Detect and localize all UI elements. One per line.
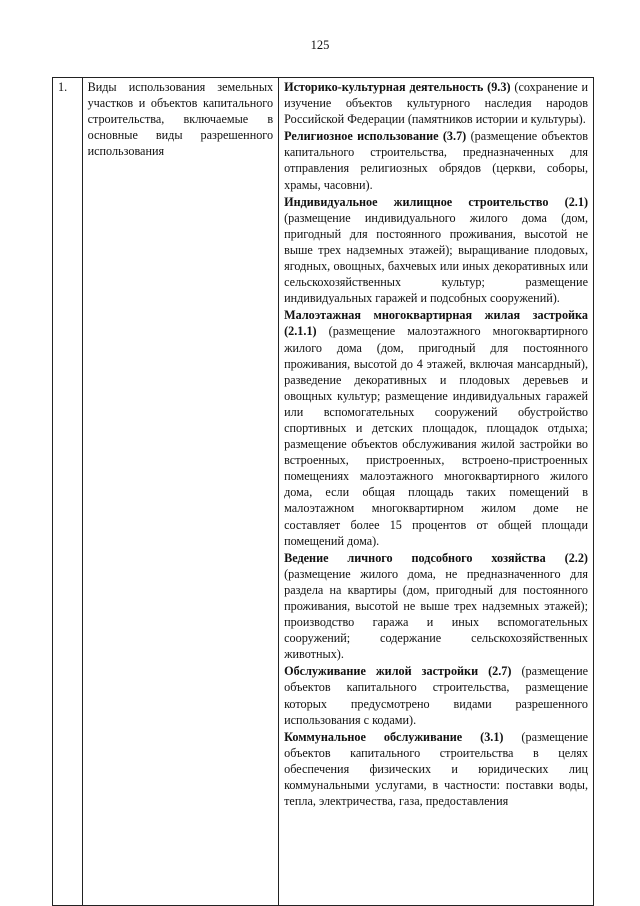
usage-type-code: (3.7) <box>442 129 467 144</box>
list-item <box>284 79 588 127</box>
usage-type-code: (3.1) <box>480 729 504 744</box>
usage-type-description: (сохранение и изучение объектов культурного наследия народов Российской Федерации (памятников истории и культуры). <box>284 80 589 127</box>
usage-type-code: (2.1) <box>564 194 589 209</box>
usage-type-title: Индивидуальное жилищное строительство <box>284 194 549 209</box>
usage-type-title: Малоэтажная многоквартирная жилая застройка <box>284 308 588 323</box>
subject-cell <box>82 78 279 906</box>
usage-type-description: (размещение объектов капитального строительства, предназначенных для отправления религиозных обрядов (церкви, соборы, храмы, часовни). <box>284 129 588 192</box>
usage-type-description: (размещение малоэтажного многоквартирного жилого дома (дом, пригодный для постоянного проживания, высотой до 4 этажей, включая мансардный), разведение декоративных и плодовых деревьев и овощных культур; размещение индивидуальных гаражей или вспомогательных сооружений обустройство спортивных и детских площадок, площадок отдыха; размещение объектов обслуживания жилой застройки во встроенных, пристроенных, встроено-пристроенных помещениях малоэтажного многоквартирного жилого дома, если общая площадь таких помещений в малоэтажном многоквартирном жилом доме не составляет более 15 процентов от общей площади помещений дома). <box>284 324 588 548</box>
row-number-cell <box>53 78 83 906</box>
usage-type-code: (2.1.1) <box>284 324 317 339</box>
usage-types-cell <box>279 78 594 906</box>
usage-type-description: (размещение жилого дома, не предназначенного для раздела на квартиры (дом, пригодный для постоянного проживания, высотой не выше трех надземных этажей); производство гаража и иных вспомогательных сооружений; содержание сельскохозяйственных животных). <box>284 566 588 662</box>
list-item <box>284 663 588 727</box>
usage-type-title: Историко-культурная деятельность <box>284 80 484 94</box>
row-subject: Виды использования земельных участков и объектов капитального строительства, включаемые в основные виды разрешенного использования <box>87 80 274 159</box>
list-item <box>284 550 588 663</box>
usage-type-code: (9.3) <box>487 80 511 94</box>
usage-type-description: (размещение объектов капитального строительства, размещение которых предусмотрено видами разрешенного использования с кодами). <box>284 664 589 727</box>
zoning-table <box>52 77 594 906</box>
row-number: 1. <box>58 80 68 94</box>
usage-type-code: (2.2) <box>564 550 588 565</box>
usage-type-title: Ведение личного подсобного хозяйства <box>284 550 546 565</box>
usage-type-description: (размещение объектов капитального строительства в целях обеспечения физических и юридических лиц коммунальными услугами, в частности: поставки воды, тепла, электричества, газа, предоставления <box>284 729 588 809</box>
usage-type-code: (2.7) <box>488 664 512 679</box>
page-number: 125 <box>310 38 330 52</box>
list-item <box>284 194 588 307</box>
usage-type-title: Коммунальное обслуживание <box>284 729 463 744</box>
list-item <box>284 729 588 809</box>
table-row <box>53 78 594 906</box>
usage-type-description: (размещение индивидуального жилого дома (дом, пригодный для постоянного проживания, высотой не выше трех надземных этажей); выращивание плодовых, ягодных, овощных, бахчевых или иных декоративных или сельскохозяйственных культур; размещение индивидуальных гаражей и подсобных сооружений). <box>284 210 588 306</box>
list-item <box>284 128 588 192</box>
usage-type-title: Обслуживание жилой застройки <box>284 664 479 679</box>
usage-type-title: Религиозное использование <box>284 129 439 144</box>
list-item <box>284 307 588 548</box>
